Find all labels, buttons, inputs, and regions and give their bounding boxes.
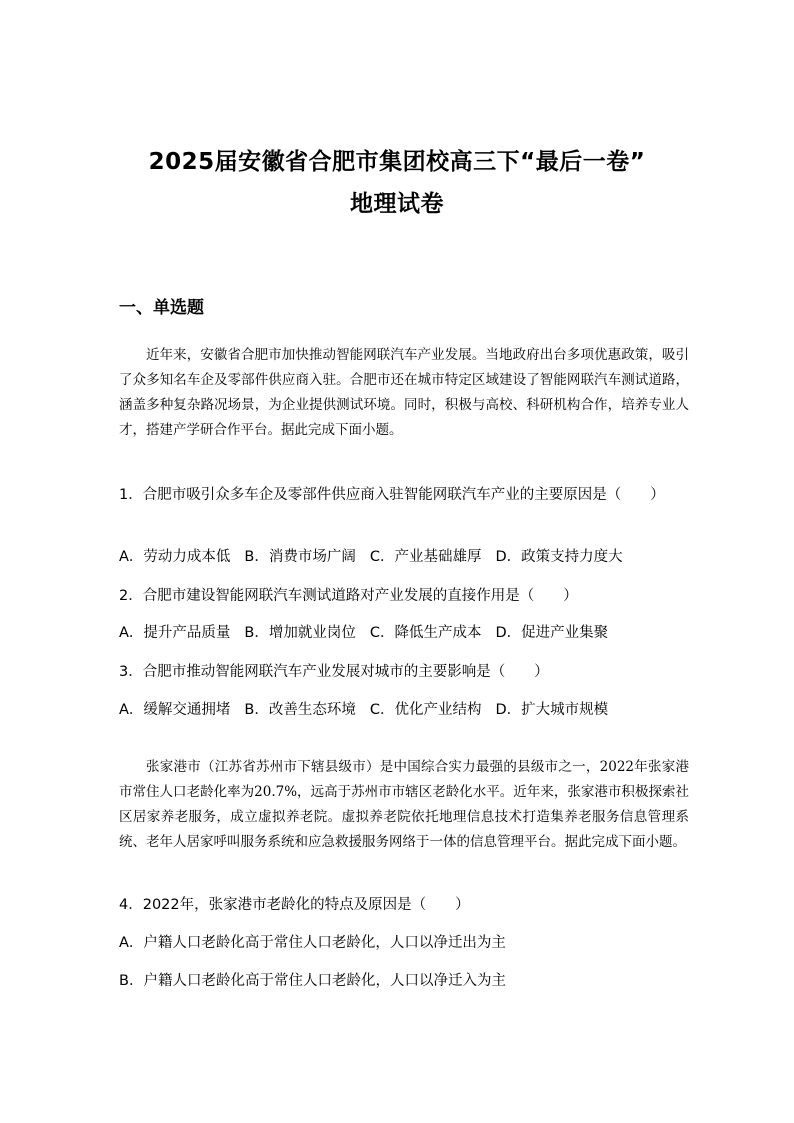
question-1-option-b[interactable]: B．消费市场广阔 (244, 549, 356, 565)
question-2-option-a[interactable]: A．提升产品质量 (119, 625, 231, 641)
question-3-options (119, 697, 689, 723)
question-3-option-a[interactable]: A．缓解交通拥堵 (119, 702, 231, 718)
reading-passage-2: 张家港市（江苏省苏州市下辖县级市）是中国综合实力最强的县级市之一，2022年张家港市常住人口老龄化率为20.7%，远高于苏州市市辖区老龄化水平。近年来，张家港市积极探索社区居家养老服务，成立虚拟养老院。虚拟养老院依托地理信息技术打造集养老服务信息管理系统、老年人居家呼叫服务系统和应急救援服务网络于一体的信息管理平台。据此完成下面小题。 (119, 759, 689, 850)
question-4-option-b[interactable]: B．户籍人口老龄化高于常住人口老龄化，人口以净迁入为主 (119, 973, 506, 989)
question-4-option-a[interactable]: A．户籍人口老龄化高于常住人口老龄化，人口以净迁出为主 (119, 935, 506, 951)
question-4-stem: 4．2022年，张家港市老龄化的特点及原因是（ ） (119, 897, 470, 913)
question-3-option-c[interactable]: C．优化产业结构 (369, 702, 482, 718)
reading-passage-1: 近年来，安徽省合肥市加快推动智能网联汽车产业发展。当地政府出台多项优惠政策，吸引了众多知名车企及零部件供应商入驻。合肥市还在城市特定区域建设了智能网联汽车测试道路，涵盖多种复杂路况场景，为企业提供测试环境。同时，积极与高校、科研机构合作，培养专业人才，搭建产学研合作平台。据此完成下面小题。 (119, 347, 689, 438)
question-2-stem: 2．合肥市建设智能网联汽车测试道路对产业发展的直接作用是（ ） (119, 588, 578, 604)
question-1-option-a[interactable]: A．劳动力成本低 (119, 549, 231, 565)
question-2-option-b[interactable]: B．增加就业岗位 (244, 625, 356, 641)
question-2-option-d[interactable]: D．促进产业集聚 (495, 625, 609, 641)
question-3-stem: 3．合肥市推动智能网联汽车产业发展对城市的主要影响是（ ） (119, 664, 549, 680)
question-3-option-d[interactable]: D．扩大城市规模 (495, 702, 609, 718)
question-3-option-b[interactable]: B．改善生态环境 (244, 702, 356, 718)
question-2-option-c[interactable]: C．降低生产成本 (369, 625, 482, 641)
question-1-options (119, 544, 689, 570)
question-1-option-c[interactable]: C．产业基础雄厚 (369, 549, 482, 565)
question-1-option-d[interactable]: D．政策支持力度大 (495, 549, 623, 565)
question-2-options (119, 620, 689, 646)
section-heading: 一、单选题 (119, 298, 204, 318)
exam-title-line1: 2025届安徽省合肥市集团校高三下“最后一卷” (148, 149, 646, 175)
question-1-stem: 1．合肥市吸引众多车企及零部件供应商入驻智能网联汽车产业的主要原因是（ ） (119, 487, 665, 503)
exam-title-line2: 地理试卷 (350, 191, 444, 217)
